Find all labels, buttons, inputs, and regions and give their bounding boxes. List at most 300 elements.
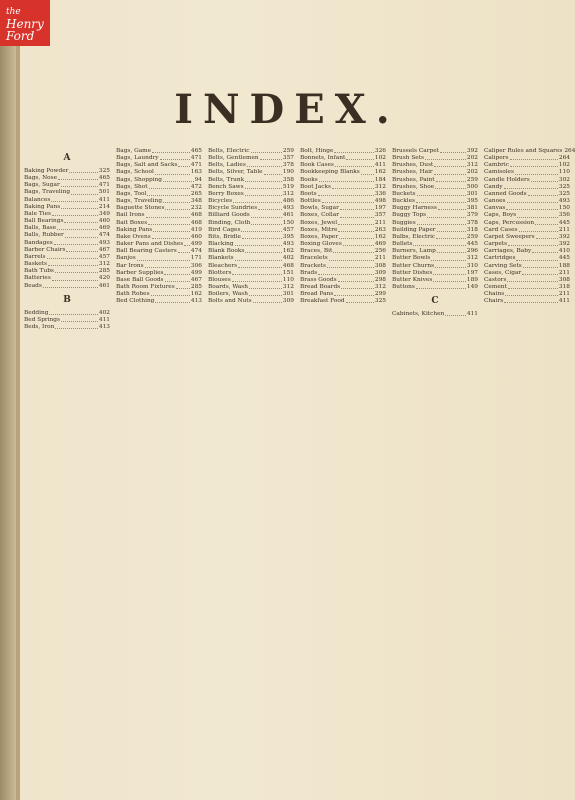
index-entry xyxy=(24,310,110,317)
entry-text: Carpets xyxy=(484,241,508,248)
dot-leader xyxy=(235,255,282,260)
index-entry xyxy=(116,177,202,184)
entry-text: Buttons xyxy=(392,283,415,290)
index-column-6 xyxy=(484,148,575,796)
dot-leader xyxy=(238,263,282,268)
entry-page-number: 149 xyxy=(466,283,478,290)
entry-page-number: 312 xyxy=(282,283,294,290)
dot-leader xyxy=(510,162,558,167)
entry-page-number: 310 xyxy=(466,262,478,269)
dot-leader xyxy=(335,162,374,167)
entry-text: Baking Pans xyxy=(116,226,153,233)
index-entry xyxy=(392,162,478,169)
entry-text: Camisoles xyxy=(484,169,514,176)
entry-text: Burners, Lamp xyxy=(392,248,436,255)
letter-heading: C xyxy=(431,296,439,307)
dot-leader xyxy=(155,298,190,303)
entry-text: Brushes, Dust xyxy=(392,162,434,169)
entry-page-number: 325 xyxy=(558,190,570,197)
index-entry xyxy=(116,198,202,205)
entry-text: Bath Robes xyxy=(116,291,150,298)
entry-text: Bags, Game xyxy=(116,148,152,154)
entry-text: Bicycles xyxy=(208,198,233,205)
dot-leader xyxy=(505,291,558,296)
entry-page-number: 471 xyxy=(190,155,202,162)
entry-text: Belts, Gentlemen xyxy=(208,155,259,162)
entry-page-number: 501 xyxy=(98,189,110,196)
dot-leader xyxy=(149,184,190,189)
dot-leader xyxy=(49,310,98,315)
dot-leader xyxy=(245,177,282,182)
entry-page-number: 402 xyxy=(98,309,110,316)
dot-leader xyxy=(152,234,190,239)
index-entry xyxy=(392,205,478,212)
entry-page-number: 467 xyxy=(190,276,202,283)
index-entry xyxy=(392,277,478,284)
index-entry xyxy=(24,275,110,282)
index-entry xyxy=(24,232,110,239)
index-entry xyxy=(208,284,294,291)
entry-page-number: 461 xyxy=(282,212,294,219)
entry-page-number: 184 xyxy=(374,176,386,183)
entry-page-number: 325 xyxy=(558,183,570,190)
dot-leader xyxy=(245,248,282,253)
entry-text: Cambric xyxy=(484,162,509,169)
entry-text: Caps, Boys xyxy=(484,212,517,219)
entry-page-number: 493 xyxy=(282,241,294,248)
entry-text: Belts, Silver, Table xyxy=(208,169,263,176)
index-entry xyxy=(300,277,386,284)
entry-text: Baker Pans and Dishes xyxy=(116,241,184,248)
index-entry xyxy=(116,270,202,277)
index-entry xyxy=(484,198,570,205)
dot-leader xyxy=(433,277,466,282)
dot-leader xyxy=(235,241,282,246)
index-entry xyxy=(300,155,386,162)
entry-text: Candle Holders xyxy=(484,176,530,183)
entry-text: Bags, Laundry xyxy=(116,155,159,162)
index-entry xyxy=(208,255,294,262)
entry-page-number: 460 xyxy=(190,233,202,240)
dot-leader xyxy=(245,191,282,196)
index-entry xyxy=(300,191,386,198)
entry-text: Cartridges xyxy=(484,255,516,262)
entry-page-number: 468 xyxy=(190,212,202,219)
entry-page-number: 318 xyxy=(558,283,570,290)
index-entry xyxy=(116,212,202,219)
entry-text: Bath Room Fixtures xyxy=(116,283,175,290)
index-entry xyxy=(484,291,570,298)
dot-leader xyxy=(241,227,281,232)
entry-page-number: 358 xyxy=(282,176,294,183)
entry-page-number: 336 xyxy=(374,190,386,197)
dot-leader xyxy=(58,175,98,180)
entry-text: Bed Clothing xyxy=(116,298,155,305)
index-entry xyxy=(300,227,386,234)
index-entry xyxy=(208,241,294,248)
entry-text: Bar Irons xyxy=(116,262,144,269)
dot-leader xyxy=(57,225,98,230)
entry-page-number: 197 xyxy=(466,269,478,276)
index-entry xyxy=(300,177,386,184)
entry-page-number: 318 xyxy=(466,226,478,233)
entry-page-number: 392 xyxy=(558,233,570,240)
entry-text: Bicycle Sundries xyxy=(208,205,258,212)
index-entry xyxy=(484,148,575,155)
entry-text: Brushes, Paint xyxy=(392,176,435,183)
index-entry xyxy=(208,205,294,212)
entry-text: Brackets xyxy=(300,262,326,269)
index-entry xyxy=(392,248,478,255)
letter-heading: B xyxy=(63,294,71,305)
dot-leader xyxy=(251,148,282,153)
entry-text: Bale Ties xyxy=(24,210,51,217)
dot-leader xyxy=(61,317,98,322)
entry-text: Butter Dishes xyxy=(392,269,433,276)
dot-leader xyxy=(61,204,98,209)
index-entry xyxy=(392,263,478,270)
entry-page-number: 285 xyxy=(190,283,202,290)
entry-text: Banjos xyxy=(116,255,136,262)
dot-leader xyxy=(146,212,190,217)
index-entry xyxy=(300,220,386,227)
entry-page-number: 232 xyxy=(190,205,202,212)
entry-page-number: 312 xyxy=(374,183,386,190)
dot-leader xyxy=(319,177,374,182)
dot-leader xyxy=(153,227,190,232)
logo-line-1: the xyxy=(6,7,21,17)
index-entry xyxy=(484,270,570,277)
entry-page-number: 162 xyxy=(374,233,386,240)
entry-page-number: 465 xyxy=(190,148,202,154)
entry-text: Brushes, Shoe xyxy=(392,183,435,190)
entry-page-number: 188 xyxy=(558,262,570,269)
index-entry xyxy=(116,148,202,155)
entry-text: Canvas xyxy=(484,205,506,212)
entry-page-number: 214 xyxy=(98,203,110,210)
dot-leader xyxy=(340,212,374,217)
entry-page-number: 202 xyxy=(466,169,478,176)
entry-text: Bedding xyxy=(24,309,49,316)
index-entry xyxy=(484,155,570,162)
dot-leader xyxy=(508,284,558,289)
index-entry xyxy=(392,177,478,184)
index-entry xyxy=(116,284,202,291)
entry-page-number: 264 xyxy=(564,148,575,154)
entry-page-number: 312 xyxy=(466,255,478,262)
index-entry xyxy=(484,169,570,176)
dot-leader xyxy=(506,205,558,210)
dot-leader xyxy=(61,182,98,187)
entry-text: Buckles xyxy=(392,198,416,205)
entry-text: Bench Saws xyxy=(208,183,244,190)
entry-page-number: 411 xyxy=(98,196,110,203)
entry-text: Brush Sets xyxy=(392,155,425,162)
index-entry xyxy=(484,234,570,241)
index-entry xyxy=(300,234,386,241)
entry-page-number: 356 xyxy=(558,212,570,219)
entry-text: Blotters xyxy=(208,269,232,276)
dot-leader xyxy=(152,148,190,153)
entry-page-number: 468 xyxy=(282,262,294,269)
entry-page-number: 150 xyxy=(558,205,570,212)
entry-page-number: 411 xyxy=(98,316,110,323)
entry-page-number: 493 xyxy=(282,205,294,212)
index-entry xyxy=(392,198,478,205)
entry-text: Ball Bearing Casters xyxy=(116,248,177,255)
index-entry xyxy=(116,263,202,270)
entry-text: Belts, Ladies xyxy=(208,162,246,169)
entry-page-number: 298 xyxy=(374,276,386,283)
entry-text: Carpet Sweepers xyxy=(484,233,535,240)
entry-page-number: 378 xyxy=(282,162,294,169)
dot-leader xyxy=(148,220,190,225)
entry-page-number: 499 xyxy=(190,269,202,276)
entry-text: Bed Springs xyxy=(24,316,60,323)
entry-text: Belts, Trunk xyxy=(208,176,245,183)
dot-leader xyxy=(515,169,558,174)
dot-leader xyxy=(517,212,558,217)
entry-text: Brads xyxy=(300,269,318,276)
entry-text: Calipers xyxy=(484,155,509,162)
entry-page-number: 308 xyxy=(558,276,570,283)
entry-page-number: 264 xyxy=(558,155,570,162)
entry-text: Belts, Electric xyxy=(208,148,250,154)
index-column-2 xyxy=(116,148,202,796)
entry-page-number: 197 xyxy=(374,205,386,212)
dot-leader xyxy=(535,220,558,225)
entry-page-number: 413 xyxy=(190,298,202,305)
index-entry xyxy=(208,148,294,155)
entry-text: Bullets xyxy=(392,241,413,248)
entry-page-number: 326 xyxy=(374,148,386,154)
index-entry xyxy=(484,298,570,305)
dot-leader xyxy=(322,198,374,203)
dot-leader xyxy=(431,255,466,260)
entry-page-number: 419 xyxy=(190,226,202,233)
entry-text: Candy xyxy=(484,183,503,190)
entry-text: Baguette Stones xyxy=(116,205,165,212)
entry-page-number: 467 xyxy=(98,246,110,253)
entry-text: Castors xyxy=(484,276,507,283)
dot-leader xyxy=(346,155,374,160)
entry-page-number: 493 xyxy=(558,198,570,205)
entry-page-number: 312 xyxy=(374,283,386,290)
entry-text: Cases, Cigar xyxy=(484,269,522,276)
entry-text: Carving Sets xyxy=(484,262,522,269)
entry-page-number: 259 xyxy=(466,176,478,183)
index-entry xyxy=(24,225,110,232)
index-entry xyxy=(484,248,570,255)
dot-leader xyxy=(416,284,466,289)
dot-leader xyxy=(536,234,558,239)
entry-page-number: 471 xyxy=(190,162,202,169)
entry-page-number: 474 xyxy=(190,248,202,255)
entry-page-number: 457 xyxy=(98,253,110,260)
entry-page-number: 411 xyxy=(558,298,570,305)
entry-page-number: 102 xyxy=(558,162,570,169)
entry-text: Brushes, Hair xyxy=(392,169,433,176)
entry-text: Blouses xyxy=(208,276,231,283)
dot-leader xyxy=(437,227,466,232)
dot-leader xyxy=(249,291,282,296)
dot-leader xyxy=(264,169,282,174)
entry-page-number: 94 xyxy=(194,176,202,183)
index-entry xyxy=(392,191,478,198)
index-entry xyxy=(484,284,570,291)
entry-text: Bags, Tool xyxy=(116,190,147,197)
index-entry xyxy=(484,227,570,234)
entry-text: Buggy Tops xyxy=(392,212,427,219)
index-entry xyxy=(300,184,386,191)
entry-text: Bolt, Hinge xyxy=(300,148,334,154)
entry-page-number: 420 xyxy=(98,275,110,282)
dot-leader xyxy=(145,263,190,268)
index-entry xyxy=(392,184,478,191)
entry-page-number: 357 xyxy=(282,155,294,162)
entry-page-number: 461 xyxy=(98,282,110,289)
index-entry xyxy=(116,155,202,162)
entry-text: Balls, Base xyxy=(24,225,57,232)
entry-text: Binding, Cloth xyxy=(208,219,251,226)
entry-page-number: 349 xyxy=(98,210,110,217)
index-entry xyxy=(300,205,386,212)
letter-heading: A xyxy=(63,153,71,163)
dot-leader xyxy=(55,268,98,273)
entry-page-number: 162 xyxy=(374,169,386,176)
dot-leader xyxy=(64,218,97,223)
entry-text: Bottles xyxy=(300,198,321,205)
dot-leader xyxy=(232,277,282,282)
entry-page-number: 395 xyxy=(466,198,478,205)
index-entry xyxy=(300,169,386,176)
entry-text: Bread Boards xyxy=(300,283,341,290)
entry-text: Balls, Rubber xyxy=(24,232,64,239)
entry-text: Beds, Iron xyxy=(24,323,55,330)
index-entry xyxy=(484,205,570,212)
index-entry xyxy=(24,254,110,261)
index-entry xyxy=(484,263,570,270)
dot-leader xyxy=(232,270,281,275)
index-entry xyxy=(208,298,294,305)
index-entry xyxy=(116,220,202,227)
dot-leader xyxy=(54,240,98,245)
index-entry xyxy=(300,198,386,205)
entry-page-number: 392 xyxy=(466,148,478,154)
entry-page-number: 190 xyxy=(282,169,294,176)
entry-text: Balances xyxy=(24,196,51,203)
entry-text: Boot Jacks xyxy=(300,183,331,190)
index-entry xyxy=(208,177,294,184)
entry-text: Bolts and Nuts xyxy=(208,298,252,305)
index-entry xyxy=(116,291,202,298)
index-entry xyxy=(484,212,570,219)
dot-leader xyxy=(318,270,374,275)
dot-leader xyxy=(434,169,466,174)
index-columns xyxy=(24,148,575,796)
index-entry xyxy=(116,169,202,176)
entry-page-number: 312 xyxy=(98,261,110,268)
entry-text: Barber Supplies xyxy=(116,269,164,276)
dot-leader xyxy=(260,155,282,160)
entry-page-number: 357 xyxy=(374,212,386,219)
dot-leader xyxy=(531,177,558,182)
index-entry xyxy=(484,162,570,169)
entry-page-number: 285 xyxy=(98,268,110,275)
dot-leader xyxy=(333,248,374,253)
entry-text: Cement xyxy=(484,283,507,290)
entry-text: Bleachers xyxy=(208,262,238,269)
index-entry xyxy=(116,277,202,284)
dot-leader xyxy=(160,155,190,160)
entry-text: Brass Goods xyxy=(300,276,337,283)
dot-leader xyxy=(417,220,466,225)
dot-leader xyxy=(249,284,282,289)
dot-leader xyxy=(436,234,466,239)
index-entry xyxy=(392,284,478,291)
index-entry xyxy=(116,234,202,241)
entry-text: Boxes, Paper xyxy=(300,233,339,240)
dot-leader xyxy=(507,277,557,282)
index-entry xyxy=(116,184,202,191)
index-entry xyxy=(484,241,570,248)
index-entry xyxy=(208,155,294,162)
dot-leader xyxy=(346,298,374,303)
entry-page-number: 306 xyxy=(190,262,202,269)
index-entry xyxy=(24,182,110,189)
entry-text: Bags, School xyxy=(116,169,154,176)
entry-text: Baking Pans xyxy=(24,203,61,210)
entry-text: Batteries xyxy=(24,275,51,282)
dot-leader xyxy=(425,155,466,160)
dot-leader xyxy=(47,254,98,259)
index-entry xyxy=(208,291,294,298)
logo-line-2: Henry xyxy=(6,17,44,31)
entry-text: Boxes, Collar xyxy=(300,212,339,219)
dot-leader xyxy=(339,234,374,239)
entry-text: Bandages xyxy=(24,239,53,246)
entry-text: Card Cases xyxy=(484,226,518,233)
entry-page-number: 410 xyxy=(558,248,570,255)
index-entry xyxy=(208,169,294,176)
entry-text: Bags, Shot xyxy=(116,183,148,190)
index-entry xyxy=(208,234,294,241)
dot-leader xyxy=(69,168,98,173)
index-entry xyxy=(24,240,110,247)
entry-page-number: 110 xyxy=(558,169,570,176)
dot-leader xyxy=(434,162,466,167)
entry-text: Boots xyxy=(300,190,317,197)
index-entry xyxy=(208,270,294,277)
dot-leader xyxy=(327,263,374,268)
dot-leader xyxy=(361,169,374,174)
entry-text: Boilers, Wash xyxy=(208,291,248,298)
entry-page-number: 348 xyxy=(190,198,202,205)
entry-page-number: 325 xyxy=(374,298,386,305)
index-entry xyxy=(300,248,386,255)
entry-page-number: 256 xyxy=(374,248,386,255)
index-entry xyxy=(392,270,478,277)
entry-page-number: 378 xyxy=(466,219,478,226)
entry-page-number: 302 xyxy=(558,176,570,183)
logo-line-3: Ford xyxy=(6,29,35,43)
entry-page-number: 265 xyxy=(190,190,202,197)
dot-leader xyxy=(523,263,558,268)
entry-text: Buggy Harness xyxy=(392,205,437,212)
dot-leader xyxy=(413,241,465,246)
dot-leader xyxy=(329,255,374,260)
index-entry xyxy=(300,284,386,291)
